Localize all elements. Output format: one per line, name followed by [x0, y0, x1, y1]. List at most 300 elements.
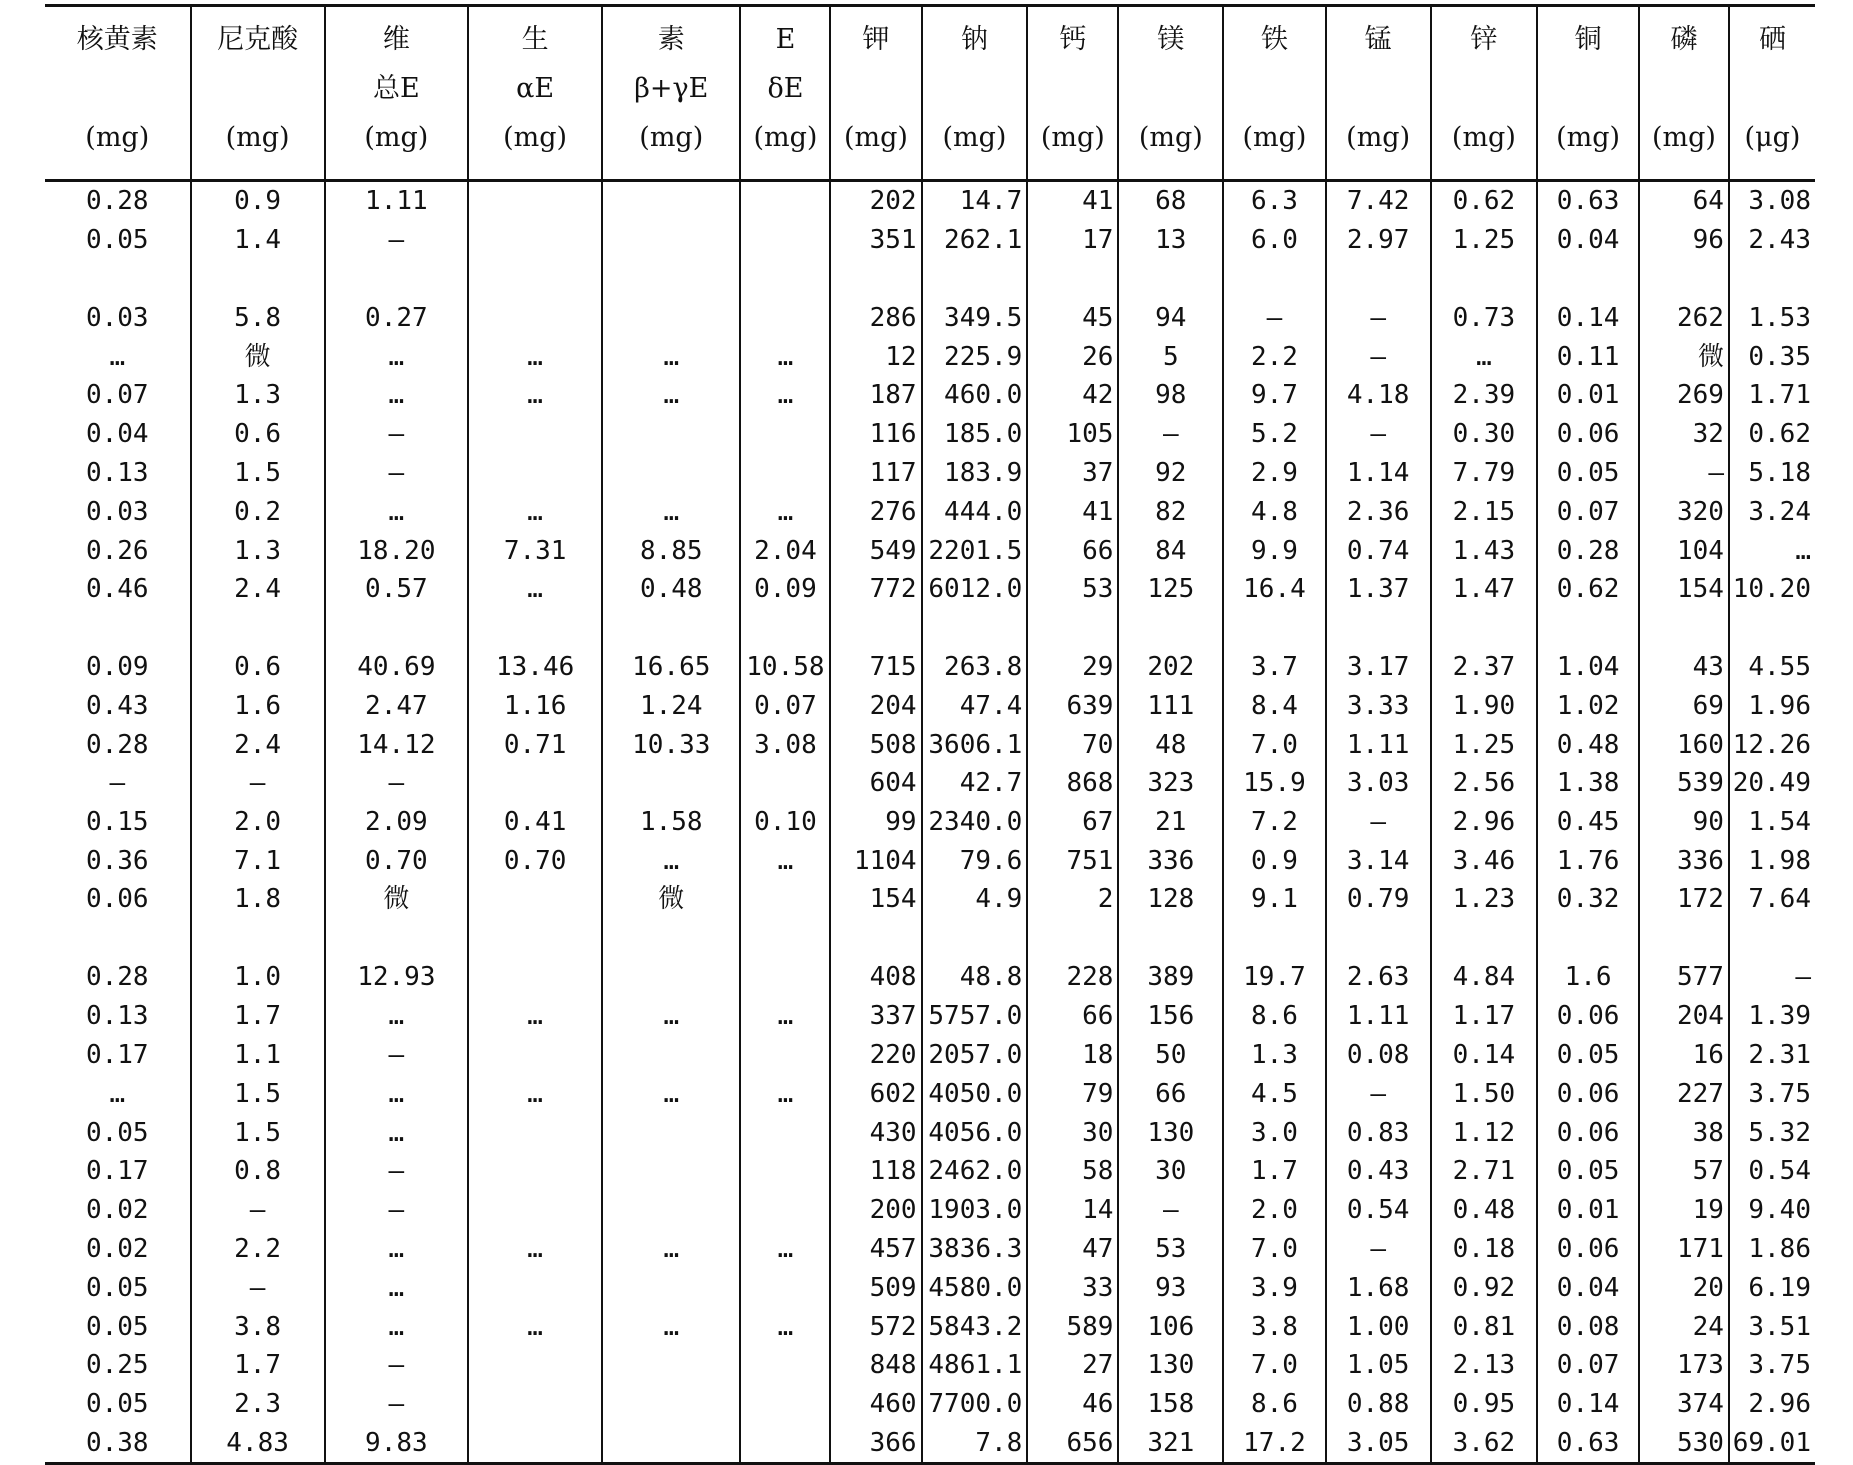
table-cell: …: [740, 842, 830, 881]
table-cell: 3.51: [1729, 1307, 1815, 1346]
table-cell: 64: [1639, 181, 1729, 221]
table-cell: [740, 1346, 830, 1385]
table-cell: 2.0: [191, 803, 325, 842]
table-cell: 0.48: [602, 570, 740, 648]
table-cell: 2.13: [1431, 1346, 1538, 1385]
table-cell: 58: [1027, 1152, 1118, 1191]
table-cell: 48.8: [922, 958, 1028, 997]
table-cell: —: [1326, 415, 1431, 454]
table-cell: 7700.0: [922, 1385, 1028, 1424]
column-header-label: [831, 64, 920, 113]
table-cell: 1.12: [1431, 1113, 1538, 1152]
table-cell: 389: [1118, 958, 1223, 997]
table-cell: …: [325, 1307, 468, 1346]
table-cell: 604: [830, 764, 921, 803]
column-header-label: 铁: [1260, 24, 1288, 55]
column-header-label: 磷: [1670, 24, 1698, 55]
table-cell: —: [325, 454, 468, 493]
table-cell: 0.27: [325, 298, 468, 337]
table-cell: —: [325, 1191, 468, 1230]
table-cell: 0.17: [85, 1156, 149, 1187]
table-cell: …: [325, 1268, 468, 1307]
table-cell: 158: [1118, 1385, 1223, 1424]
column-header-label: [192, 64, 324, 113]
table-cell: 5843.2: [922, 1307, 1028, 1346]
column-unit: (μg): [1744, 122, 1801, 153]
column-header-label: 维: [382, 24, 410, 55]
table-cell: [602, 454, 740, 493]
column-header-label: 钠: [960, 24, 988, 55]
table-cell: 0.06: [85, 884, 149, 915]
table-cell: 4861.1: [922, 1346, 1028, 1385]
table-cell: 337: [830, 997, 921, 1036]
table-cell: 2.0: [1223, 1191, 1326, 1230]
table-cell: 0.28: [85, 729, 149, 760]
table-cell: [602, 1036, 740, 1075]
table-cell: 656: [1027, 1424, 1118, 1464]
table-cell: …: [325, 1074, 468, 1113]
column-header-label: [45, 64, 190, 113]
table-cell: 0.06: [1537, 997, 1639, 1036]
table-cell: —: [1118, 415, 1223, 454]
table-cell: 0.71: [468, 725, 602, 764]
table-cell: 172: [1639, 880, 1729, 958]
table-cell: —: [1326, 803, 1431, 842]
table-cell: 2.09: [325, 803, 468, 842]
table-row: [45, 1346, 1815, 1385]
table-cell: [740, 221, 830, 299]
table-cell: …: [1729, 531, 1815, 570]
table-cell: 0.36: [85, 845, 149, 876]
table-cell: 225.9: [922, 337, 1028, 376]
table-cell: 32: [1639, 415, 1729, 454]
table-cell: 6.19: [1729, 1268, 1815, 1307]
table-cell: …: [740, 997, 830, 1036]
column-header-label: 总E: [373, 73, 420, 104]
table-cell: 1.38: [1537, 764, 1639, 803]
table-cell: 0.2: [191, 492, 325, 531]
table-cell: 5.18: [1729, 454, 1815, 493]
table-row: [45, 415, 1815, 454]
table-cell: 24: [1639, 1307, 1729, 1346]
table-cell: 1.04: [1537, 648, 1639, 687]
table-cell: 46: [1027, 1385, 1118, 1424]
table-cell: …: [740, 337, 830, 376]
table-cell: 40.69: [325, 648, 468, 687]
table-cell: 0.07: [1537, 492, 1639, 531]
table-cell: 3836.3: [922, 1230, 1028, 1269]
table-cell: 0.28: [85, 962, 149, 993]
table-cell: 0.08: [1537, 1307, 1639, 1346]
table-cell: 1.11: [1326, 997, 1431, 1036]
table-cell: 7.31: [468, 531, 602, 570]
table-cell: 7.64: [1729, 880, 1815, 958]
table-cell: 6.0: [1223, 221, 1326, 299]
table-cell: …: [740, 492, 830, 531]
table-cell: 117: [830, 454, 921, 493]
table-cell: —: [325, 1036, 468, 1075]
table-cell: [740, 1191, 830, 1230]
table-cell: 5757.0: [922, 997, 1028, 1036]
table-row: [45, 492, 1815, 531]
table-cell: 38: [1639, 1113, 1729, 1152]
table-cell: 69: [1639, 686, 1729, 725]
table-cell: 0.08: [1326, 1036, 1431, 1075]
table-cell: —: [325, 1385, 468, 1424]
table-cell: 156: [1118, 997, 1223, 1036]
table-cell: 1.47: [1431, 570, 1538, 648]
table-cell: 1.00: [1326, 1307, 1431, 1346]
table-cell: …: [740, 1307, 830, 1346]
table-cell: …: [325, 997, 468, 1036]
table-cell: 1.50: [1431, 1074, 1538, 1113]
table-cell: 16: [1639, 1036, 1729, 1075]
table-cell: 374: [1639, 1385, 1729, 1424]
table-cell: [740, 415, 830, 454]
table-cell: 220: [830, 1036, 921, 1075]
table-cell: [740, 1152, 830, 1191]
column-header-label: 尼克酸: [217, 24, 299, 55]
table-cell: 171: [1639, 1230, 1729, 1269]
table-cell: …: [468, 570, 602, 648]
column-header: [1118, 6, 1223, 181]
table-row: [45, 1113, 1815, 1152]
table-cell: [468, 454, 602, 493]
table-cell: 1.0: [191, 958, 325, 997]
table-cell: …: [325, 337, 468, 376]
table-cell: 微: [325, 880, 468, 958]
table-cell: —: [1118, 1191, 1223, 1230]
table-cell: …: [1431, 337, 1538, 376]
table-cell: 269: [1639, 376, 1729, 415]
table-cell: 0.9: [191, 181, 325, 221]
table-cell: 微: [602, 880, 740, 958]
table-cell: 4.84: [1431, 958, 1538, 997]
table-row: [45, 1230, 1815, 1269]
table-cell: 639: [1027, 686, 1118, 725]
table-cell: 10.33: [602, 725, 740, 764]
table-cell: 1.6: [1537, 958, 1639, 997]
column-header-label: αE: [516, 73, 555, 104]
table-cell: 202: [830, 181, 921, 221]
column-unit: (mg): [503, 122, 568, 153]
table-cell: 1.3: [1223, 1036, 1326, 1075]
table-cell: 18.20: [325, 531, 468, 570]
table-cell: 2201.5: [922, 531, 1028, 570]
table-cell: 0.04: [1537, 1268, 1639, 1307]
table-cell: —: [1639, 454, 1729, 493]
table-cell: 0.25: [85, 1350, 149, 1381]
table-cell: …: [602, 492, 740, 531]
table-cell: 2.2: [191, 1230, 325, 1269]
table-cell: 160: [1639, 725, 1729, 764]
table-cell: 1.4: [191, 221, 325, 299]
table-cell: 3.14: [1326, 842, 1431, 881]
table-cell: …: [602, 337, 740, 376]
table-cell: [602, 958, 740, 997]
table-row: [45, 764, 1815, 803]
table-cell: 204: [1639, 997, 1729, 1036]
column-header-label: 硒: [1758, 24, 1786, 55]
table-cell: [602, 1113, 740, 1152]
header-row: [45, 6, 1815, 181]
table-cell: …: [325, 376, 468, 415]
table-cell: …: [602, 842, 740, 881]
table-cell: [468, 1036, 602, 1075]
table-cell: 1.17: [1431, 997, 1538, 1036]
table-cell: 4.18: [1326, 376, 1431, 415]
table-cell: 0.88: [1326, 1385, 1431, 1424]
table-cell: 1.76: [1537, 842, 1639, 881]
table-cell: 0.48: [1431, 1191, 1538, 1230]
table-row: [45, 570, 1815, 648]
table-cell: …: [740, 1074, 830, 1113]
table-cell: 微: [191, 337, 325, 376]
table-cell: 9.1: [1223, 880, 1326, 958]
table-cell: —: [191, 1268, 325, 1307]
table-cell: 276: [830, 492, 921, 531]
table-cell: 577: [1639, 958, 1729, 997]
table-cell: 3.0: [1223, 1113, 1326, 1152]
table-body: [45, 181, 1815, 1464]
table-cell: 19: [1639, 1191, 1729, 1230]
table-cell: …: [109, 1078, 126, 1109]
table-cell: [468, 1346, 602, 1385]
table-row: [45, 531, 1815, 570]
table-cell: 444.0: [922, 492, 1028, 531]
table-cell: [468, 764, 602, 803]
table-cell: 82: [1118, 492, 1223, 531]
table-cell: 430: [830, 1113, 921, 1152]
table-cell: 185.0: [922, 415, 1028, 454]
table-cell: 772: [830, 570, 921, 648]
table-cell: …: [602, 1307, 740, 1346]
column-header: [830, 6, 921, 181]
table-cell: [740, 958, 830, 997]
table-cell: 2.56: [1431, 764, 1538, 803]
table-cell: 0.03: [85, 496, 149, 527]
table-cell: —: [325, 221, 468, 299]
table-cell: 8.4: [1223, 686, 1326, 725]
table-cell: 12: [830, 337, 921, 376]
table-cell: [602, 1424, 740, 1464]
column-header: [1431, 6, 1538, 181]
table-cell: 2.43: [1729, 221, 1815, 299]
table-cell: 105: [1027, 415, 1118, 454]
table-cell: 0.46: [85, 573, 149, 604]
table-cell: 0.48: [1537, 725, 1639, 764]
column-header-label: [1640, 64, 1728, 113]
table-cell: 66: [1027, 531, 1118, 570]
table-cell: 10.58: [740, 648, 830, 687]
table-cell: 336: [1639, 842, 1729, 881]
table-cell: [468, 1385, 602, 1424]
table-cell: 4.83: [191, 1424, 325, 1464]
table-cell: 18: [1027, 1036, 1118, 1075]
table-cell: 9.83: [325, 1424, 468, 1464]
table-cell: 0.62: [1537, 570, 1639, 648]
table-cell: 0.05: [1537, 1036, 1639, 1075]
table-cell: 0.05: [85, 224, 149, 255]
table-cell: [740, 880, 830, 958]
table-cell: 0.6: [191, 415, 325, 454]
table-row: [45, 1074, 1815, 1113]
table-cell: 0.14: [1431, 1036, 1538, 1075]
table-cell: 0.28: [1537, 531, 1639, 570]
table-cell: [602, 1268, 740, 1307]
table-cell: 67: [1027, 803, 1118, 842]
table-cell: 602: [830, 1074, 921, 1113]
table-cell: 48: [1118, 725, 1223, 764]
table-cell: 0.38: [85, 1427, 149, 1458]
table-cell: [740, 454, 830, 493]
table-cell: 0.13: [85, 1001, 149, 1032]
column-header-label: 生: [521, 24, 549, 55]
table-cell: 14.12: [325, 725, 468, 764]
table-cell: 10.20: [1729, 570, 1815, 648]
table-cell: 47.4: [922, 686, 1028, 725]
table-cell: 1.3: [191, 531, 325, 570]
table-cell: 0.17: [85, 1039, 149, 1070]
table-cell: —: [191, 1191, 325, 1230]
column-unit: (mg): [942, 122, 1007, 153]
table-cell: 0.83: [1326, 1113, 1431, 1152]
column-header-label: 镁: [1157, 24, 1185, 55]
column-header-label: E: [775, 24, 796, 55]
table-cell: 0.63: [1537, 1424, 1639, 1464]
column-header: [1223, 6, 1326, 181]
column-header: [1537, 6, 1639, 181]
table-cell: 118: [830, 1152, 921, 1191]
table-cell: 1.02: [1537, 686, 1639, 725]
table-cell: 9.7: [1223, 376, 1326, 415]
table-cell: …: [602, 997, 740, 1036]
table-cell: 0.06: [1537, 1230, 1639, 1269]
table-cell: 2: [1027, 880, 1118, 958]
table-cell: 42: [1027, 376, 1118, 415]
table-cell: 1.58: [602, 803, 740, 842]
table-cell: 509: [830, 1268, 921, 1307]
table-cell: 0.92: [1431, 1268, 1538, 1307]
table-cell: 16.65: [602, 648, 740, 687]
table-cell: [602, 1346, 740, 1385]
table-cell: 27: [1027, 1346, 1118, 1385]
table-cell: 0.13: [85, 457, 149, 488]
column-header-label: 锌: [1470, 24, 1498, 55]
column-header-label: 素: [657, 24, 685, 55]
table-cell: …: [602, 1230, 740, 1269]
table-cell: 1.25: [1431, 221, 1538, 299]
table-cell: [602, 764, 740, 803]
column-header-label: [1538, 64, 1638, 113]
table-cell: 7.0: [1223, 725, 1326, 764]
table-cell: 321: [1118, 1424, 1223, 1464]
table-cell: 47: [1027, 1230, 1118, 1269]
column-header: [191, 6, 325, 181]
column-header-label: [1224, 64, 1325, 113]
table-cell: 84: [1118, 531, 1223, 570]
column-header-label: [1327, 64, 1430, 113]
table-cell: [468, 298, 602, 337]
column-header: [1326, 6, 1431, 181]
column-unit: (mg): [1138, 122, 1203, 153]
table-cell: —: [109, 768, 126, 799]
table-cell: 2.2: [1223, 337, 1326, 376]
table-cell: 2.31: [1729, 1036, 1815, 1075]
table-cell: [740, 1424, 830, 1464]
table-cell: 8.85: [602, 531, 740, 570]
table-cell: 408: [830, 958, 921, 997]
table-cell: 2.15: [1431, 492, 1538, 531]
table-cell: [740, 1036, 830, 1075]
table-cell: 530: [1639, 1424, 1729, 1464]
table-cell: 3.62: [1431, 1424, 1538, 1464]
column-header: [1027, 6, 1118, 181]
table-cell: 13.46: [468, 648, 602, 687]
table-cell: 1.24: [602, 686, 740, 725]
table-cell: 14: [1027, 1191, 1118, 1230]
table-cell: 5.2: [1223, 415, 1326, 454]
table-cell: [740, 1268, 830, 1307]
table-cell: 351: [830, 221, 921, 299]
table-cell: 70: [1027, 725, 1118, 764]
table-cell: 12.26: [1729, 725, 1815, 764]
table-cell: —: [1326, 337, 1431, 376]
table-cell: 228: [1027, 958, 1118, 997]
table-cell: 0.62: [1431, 181, 1538, 221]
table-cell: 0.03: [85, 302, 149, 333]
table-cell: 9.40: [1729, 1191, 1815, 1230]
table-cell: 0.10: [740, 803, 830, 842]
column-header-label: δE: [767, 73, 804, 104]
table-cell: 7.79: [1431, 454, 1538, 493]
table-cell: …: [740, 1230, 830, 1269]
table-cell: 1.7: [191, 1346, 325, 1385]
table-cell: 0.62: [1729, 415, 1815, 454]
table-row: [45, 1036, 1815, 1075]
table-cell: [602, 221, 740, 299]
nutrition-table: [45, 4, 1815, 1465]
column-header: [922, 6, 1028, 181]
table-cell: 0.05: [1537, 454, 1639, 493]
table-cell: 1.23: [1431, 880, 1538, 958]
table-cell: 173: [1639, 1346, 1729, 1385]
table-cell: 868: [1027, 764, 1118, 803]
table-cell: 3606.1: [922, 725, 1028, 764]
table-cell: 1.39: [1729, 997, 1815, 1036]
table-cell: 323: [1118, 764, 1223, 803]
table-cell: 3.17: [1326, 648, 1431, 687]
column-unit: (mg): [1651, 122, 1716, 153]
column-header-label: 锰: [1364, 24, 1392, 55]
table-cell: 1.11: [1326, 725, 1431, 764]
table-cell: 5: [1118, 337, 1223, 376]
table-cell: 2.63: [1326, 958, 1431, 997]
table-cell: 4050.0: [922, 1074, 1028, 1113]
table-cell: 6012.0: [922, 570, 1028, 648]
table-cell: 57: [1639, 1152, 1729, 1191]
column-header-label: β+γE: [634, 73, 709, 104]
table-row: [45, 1385, 1815, 1424]
table-row: [45, 1424, 1815, 1464]
table-cell: 3.08: [740, 725, 830, 764]
table-cell: [602, 415, 740, 454]
table-cell: 187: [830, 376, 921, 415]
table-cell: 336: [1118, 842, 1223, 881]
table-row: [45, 1268, 1815, 1307]
table-cell: 204: [830, 686, 921, 725]
column-unit: (mg): [844, 122, 908, 153]
